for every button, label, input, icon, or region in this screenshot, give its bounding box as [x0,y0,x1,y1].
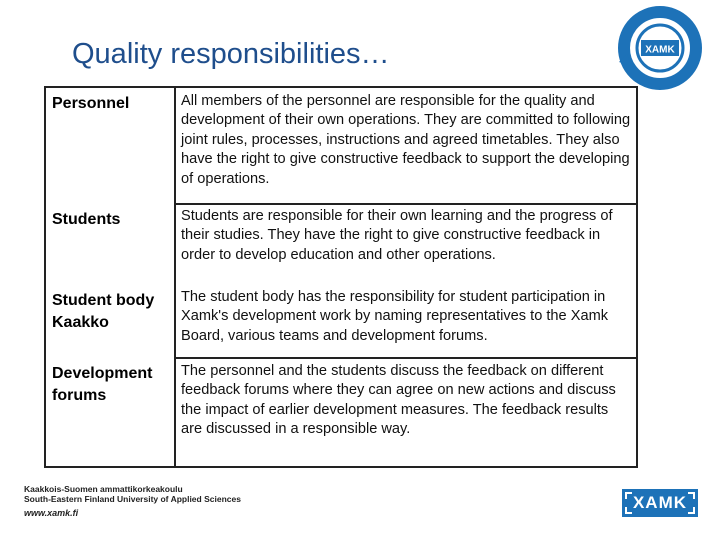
table-bottom-line [44,466,638,468]
badge-corner-tr [688,492,695,499]
table-top-line [174,86,638,88]
logo-center-text: XAMK [645,44,675,56]
brand-text: XAMK [632,493,688,512]
row-separator-1 [174,203,638,205]
row-label-personnel: Personnel [52,95,130,112]
row-text-personnel: All members of the personnel are responsible for the quality and development of their own operations. They are committed to following joint rules, processes, instructions and agreed timetables. They also have the right to give constructive feedback to support the developing of operations. [181,93,631,187]
footer-url[interactable]: www.xamk.fi [24,508,79,518]
row-separator-2 [174,357,638,359]
responsibility-table [44,86,638,468]
xamk-brand-badge [622,489,698,517]
label-column [44,86,174,468]
column-divider [174,86,176,468]
xamk-cycle-logo [605,4,715,92]
row-label-students: Students [52,211,121,228]
footer-org-english: South-Eastern Finland University of Applied Sciences [24,494,241,504]
row-label-student-body: Student body Kaakko [52,292,155,331]
badge-corner-bl [625,507,632,514]
row-text-students: Students are responsible for their own learning and the progress of their studies. They have the right to give constructive feedback in order to develop education and other operations. [181,208,613,263]
row-text-student-body: The student body has the responsibility for student participation in Xamk's development work by naming representatives to the Xamk Board, various teams and development forums. [181,289,609,344]
right-border-top [636,86,638,205]
right-border-bottom [636,357,638,468]
badge-corner-br [688,507,695,514]
footer-organization [24,484,241,504]
page-title: Quality responsibilities… [72,38,390,70]
right-border-middle [636,203,638,359]
badge-corner-tl [625,492,632,499]
row-label-development-forums: Development forums [52,365,153,404]
row-text-development-forums: The personnel and the students discuss the feedback on different feedback forums where they can agree on new actions and discuss the impact of earlier development measures. The feedback results are discussed in a responsible way. [181,363,616,438]
footer-org-finnish: Kaakkois-Suomen ammattikorkeakoulu [24,484,183,494]
